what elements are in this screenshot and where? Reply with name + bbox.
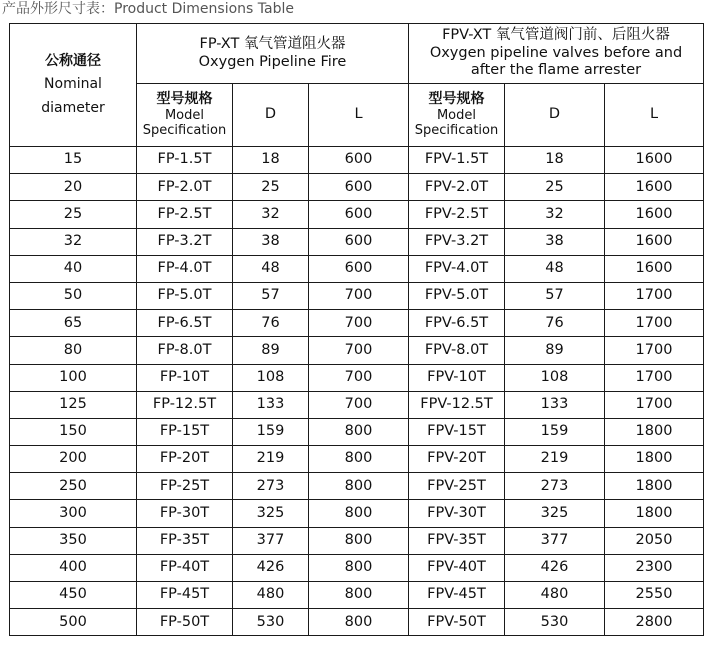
nominal-diameter-cell: 250 <box>10 473 137 500</box>
fp-model-cell: FP-40T <box>137 554 233 581</box>
fpv-d-cell: 159 <box>505 418 605 445</box>
fp-model-cell: FP-10T <box>137 364 233 391</box>
table-row <box>10 282 704 309</box>
fpv-model-cell: FPV-30T <box>409 500 505 527</box>
fpv-l-cell: 1700 <box>605 282 704 309</box>
fp-l-cell: 700 <box>309 310 409 337</box>
fp-l-cell: 700 <box>309 391 409 418</box>
fpv-model-cell: FPV-1.5T <box>409 147 505 174</box>
fp-model-cell: FP-6.5T <box>137 310 233 337</box>
fpv-model-cell: FPV-5.0T <box>409 282 505 309</box>
nominal-diameter-cell: 300 <box>10 500 137 527</box>
fpv-d-cell: 480 <box>505 582 605 609</box>
fp-l-cell: 600 <box>309 174 409 201</box>
fp-model-header-zh: 型号规格 <box>156 91 213 107</box>
product-dimensions-table <box>9 23 704 636</box>
nominal-diameter-zh: 公称通径 <box>45 53 101 70</box>
fpv-l-cell: 1800 <box>605 446 704 473</box>
fpv-d-cell: 219 <box>505 446 605 473</box>
fp-model-cell: FP-2.0T <box>137 174 233 201</box>
fpv-l-cell: 2800 <box>605 609 704 636</box>
fp-d-cell: 32 <box>233 201 309 228</box>
fp-group-title-zh: FP-XT 氧气管道阻火器 <box>199 36 346 53</box>
fpv-l-cell: 1700 <box>605 337 704 364</box>
fp-model-cell: FP-4.0T <box>137 255 233 282</box>
fpv-l-cell: 1800 <box>605 500 704 527</box>
fpv-group-title-en-2: after the flame arrester <box>470 62 642 79</box>
fp-l-cell: 800 <box>309 418 409 445</box>
fp-l-cell: 800 <box>309 473 409 500</box>
fpv-d-cell: 530 <box>505 609 605 636</box>
nominal-diameter-cell: 150 <box>10 418 137 445</box>
fp-d-cell: 25 <box>233 174 309 201</box>
fpv-d-header: D <box>505 84 605 147</box>
fpv-model-cell: FPV-6.5T <box>409 310 505 337</box>
fpv-d-cell: 325 <box>505 500 605 527</box>
fp-d-cell: 57 <box>233 282 309 309</box>
fp-l-cell: 700 <box>309 364 409 391</box>
fpv-d-cell: 57 <box>505 282 605 309</box>
nominal-diameter-en-2: diameter <box>41 99 105 116</box>
table-row <box>10 228 704 255</box>
fpv-d-cell: 25 <box>505 174 605 201</box>
fpv-model-header-zh: 型号规格 <box>428 91 485 107</box>
fp-l-cell: 800 <box>309 609 409 636</box>
table-row <box>10 391 704 418</box>
nominal-diameter-cell: 25 <box>10 201 137 228</box>
fpv-model-cell: FPV-8.0T <box>409 337 505 364</box>
fpv-model-cell: FPV-40T <box>409 554 505 581</box>
fp-model-header-en-1: Model <box>164 107 205 123</box>
fpv-l-cell: 1700 <box>605 310 704 337</box>
table-row <box>10 609 704 636</box>
fp-l-cell: 800 <box>309 500 409 527</box>
fp-d-cell: 108 <box>233 364 309 391</box>
nominal-diameter-cell: 65 <box>10 310 137 337</box>
fpv-l-cell: 2050 <box>605 527 704 554</box>
nominal-diameter-cell: 450 <box>10 582 137 609</box>
fp-model-cell: FP-2.5T <box>137 201 233 228</box>
fp-model-header-en-2: Specification <box>142 123 227 139</box>
table-row <box>10 527 704 554</box>
nominal-diameter-cell: 500 <box>10 609 137 636</box>
fp-model-cell: FP-1.5T <box>137 147 233 174</box>
nominal-diameter-cell: 400 <box>10 554 137 581</box>
fp-d-cell: 48 <box>233 255 309 282</box>
fp-l-cell: 600 <box>309 201 409 228</box>
fp-d-cell: 426 <box>233 554 309 581</box>
table-row <box>10 147 704 174</box>
fp-l-cell: 800 <box>309 582 409 609</box>
fp-group-title-en: Oxygen Pipeline Fire <box>198 53 347 70</box>
fp-l-cell: 600 <box>309 255 409 282</box>
fpv-d-cell: 108 <box>505 364 605 391</box>
fpv-d-cell: 89 <box>505 337 605 364</box>
header-row-group <box>10 24 704 84</box>
table-row <box>10 582 704 609</box>
fp-d-cell: 38 <box>233 228 309 255</box>
fpv-model-cell: FPV-50T <box>409 609 505 636</box>
table-row <box>10 255 704 282</box>
table-row <box>10 446 704 473</box>
fp-d-cell: 18 <box>233 147 309 174</box>
fpv-d-cell: 273 <box>505 473 605 500</box>
table-row <box>10 201 704 228</box>
fpv-d-cell: 76 <box>505 310 605 337</box>
fp-l-cell: 600 <box>309 147 409 174</box>
fpv-group-header <box>409 24 704 84</box>
fp-d-cell: 76 <box>233 310 309 337</box>
fpv-l-cell: 1600 <box>605 228 704 255</box>
fpv-d-cell: 38 <box>505 228 605 255</box>
fpv-model-cell: FPV-2.0T <box>409 174 505 201</box>
fp-d-cell: 89 <box>233 337 309 364</box>
fpv-model-cell: FPV-35T <box>409 527 505 554</box>
nominal-diameter-cell: 32 <box>10 228 137 255</box>
fpv-model-cell: FPV-3.2T <box>409 228 505 255</box>
fp-l-cell: 700 <box>309 337 409 364</box>
nominal-diameter-cell: 15 <box>10 147 137 174</box>
fpv-l-cell: 1600 <box>605 201 704 228</box>
fpv-l-cell: 1600 <box>605 174 704 201</box>
fp-l-cell: 700 <box>309 282 409 309</box>
fp-l-cell: 600 <box>309 228 409 255</box>
nominal-diameter-cell: 200 <box>10 446 137 473</box>
fp-l-cell: 800 <box>309 554 409 581</box>
fpv-d-cell: 133 <box>505 391 605 418</box>
fpv-group-title-en-1: Oxygen pipeline valves before and <box>429 44 683 61</box>
fp-d-cell: 325 <box>233 500 309 527</box>
fp-l-header: L <box>309 84 409 147</box>
fp-d-cell: 273 <box>233 473 309 500</box>
fp-model-header <box>137 84 233 147</box>
fpv-l-cell: 1800 <box>605 473 704 500</box>
fpv-l-header: L <box>605 84 704 147</box>
fpv-model-cell: FPV-10T <box>409 364 505 391</box>
nominal-diameter-header <box>10 24 137 147</box>
fpv-model-cell: FPV-45T <box>409 582 505 609</box>
fp-d-header: D <box>233 84 309 147</box>
fp-d-cell: 377 <box>233 527 309 554</box>
table-row <box>10 473 704 500</box>
fp-model-cell: FP-35T <box>137 527 233 554</box>
fpv-model-cell: FPV-25T <box>409 473 505 500</box>
fp-model-cell: FP-5.0T <box>137 282 233 309</box>
fpv-d-cell: 32 <box>505 201 605 228</box>
fpv-model-cell: FPV-20T <box>409 446 505 473</box>
fpv-d-cell: 18 <box>505 147 605 174</box>
fp-d-cell: 133 <box>233 391 309 418</box>
table-row <box>10 174 704 201</box>
fpv-model-cell: FPV-15T <box>409 418 505 445</box>
table-row <box>10 364 704 391</box>
table-row <box>10 337 704 364</box>
nominal-diameter-cell: 80 <box>10 337 137 364</box>
fpv-l-cell: 1600 <box>605 147 704 174</box>
fpv-group-title-zh: FPV-XT 氧气管道阀门前、后阻火器 <box>442 27 670 44</box>
nominal-diameter-cell: 350 <box>10 527 137 554</box>
nominal-diameter-cell: 40 <box>10 255 137 282</box>
fpv-l-cell: 2550 <box>605 582 704 609</box>
fp-model-cell: FP-20T <box>137 446 233 473</box>
fpv-d-cell: 426 <box>505 554 605 581</box>
fpv-model-header <box>409 84 505 147</box>
table-row <box>10 500 704 527</box>
fpv-l-cell: 1600 <box>605 255 704 282</box>
nominal-diameter-cell: 20 <box>10 174 137 201</box>
fp-l-cell: 800 <box>309 446 409 473</box>
fpv-l-cell: 2300 <box>605 554 704 581</box>
fp-model-cell: FP-25T <box>137 473 233 500</box>
fp-l-cell: 800 <box>309 527 409 554</box>
fpv-l-cell: 1700 <box>605 391 704 418</box>
fp-model-cell: FP-50T <box>137 609 233 636</box>
fp-model-cell: FP-30T <box>137 500 233 527</box>
fpv-model-header-en-1: Model <box>436 107 477 123</box>
fpv-model-header-en-2: Specification <box>414 123 499 139</box>
fp-model-cell: FP-12.5T <box>137 391 233 418</box>
nominal-diameter-en-1: Nominal <box>44 76 102 93</box>
fpv-l-cell: 1700 <box>605 364 704 391</box>
fpv-model-cell: FPV-4.0T <box>409 255 505 282</box>
nominal-diameter-cell: 100 <box>10 364 137 391</box>
fp-model-cell: FP-3.2T <box>137 228 233 255</box>
fp-d-cell: 480 <box>233 582 309 609</box>
table-row <box>10 310 704 337</box>
fp-d-cell: 530 <box>233 609 309 636</box>
table-row <box>10 418 704 445</box>
fp-model-cell: FP-45T <box>137 582 233 609</box>
table-caption: 产品外形尺寸表：Product Dimensions Table <box>2 1 294 17</box>
nominal-diameter-cell: 125 <box>10 391 137 418</box>
fp-model-cell: FP-15T <box>137 418 233 445</box>
fp-d-cell: 219 <box>233 446 309 473</box>
fp-group-header <box>137 24 409 84</box>
fpv-d-cell: 377 <box>505 527 605 554</box>
table-row <box>10 554 704 581</box>
fpv-model-cell: FPV-12.5T <box>409 391 505 418</box>
nominal-diameter-cell: 50 <box>10 282 137 309</box>
fpv-model-cell: FPV-2.5T <box>409 201 505 228</box>
fpv-l-cell: 1800 <box>605 418 704 445</box>
fp-model-cell: FP-8.0T <box>137 337 233 364</box>
fpv-d-cell: 48 <box>505 255 605 282</box>
fp-d-cell: 159 <box>233 418 309 445</box>
